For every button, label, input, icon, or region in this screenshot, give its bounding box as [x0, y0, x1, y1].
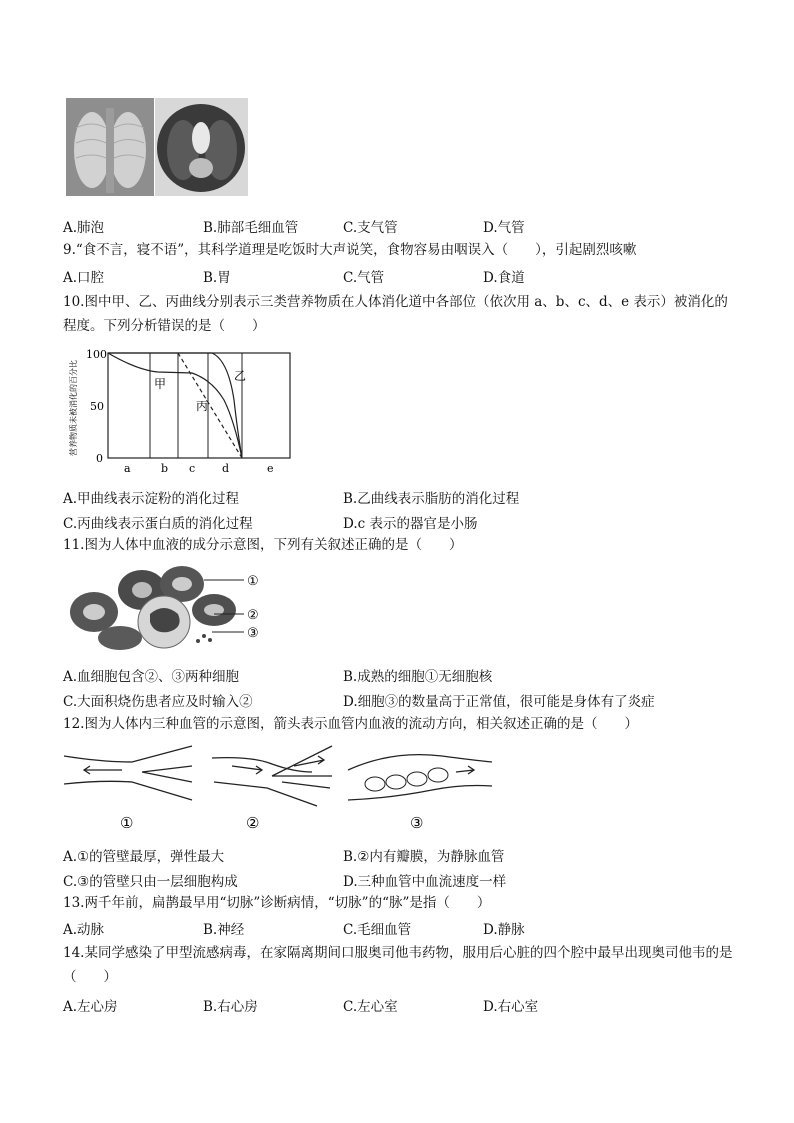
q10-option-a[interactable]: A.甲曲线表示淀粉的消化过程 — [63, 491, 240, 507]
q12-option-a[interactable]: A.①的管壁最厚，弹性最大 — [63, 849, 225, 865]
q12-options-row1 — [63, 845, 743, 865]
red-cell — [428, 768, 448, 782]
label-bing: 丙 — [196, 399, 209, 413]
q10-options-row2 — [63, 512, 743, 532]
xtick-c: c — [189, 462, 196, 475]
q11-option-d[interactable]: D.细胞③的数量高于正常值，很可能是身体有了炎症 — [343, 694, 655, 710]
label-jia: 甲 — [154, 377, 167, 391]
q9-options — [63, 266, 743, 286]
q12-stem: 12.图为人体内三种血管的示意图，箭头表示血管内血液的流动方向，相关叙述正确的是（ ） — [63, 716, 638, 732]
q11-option-c[interactable]: C.大面积烧伤患者应及时输入② — [63, 694, 253, 710]
label-2: ② — [247, 608, 259, 623]
q9-option-c[interactable]: C.气管 — [343, 270, 385, 286]
q13-stem: 13.两千年前，扁鹊最早用“切脉”诊断病情，“切脉”的“脉”是指（ ） — [63, 895, 491, 911]
q8-option-a[interactable]: A.肺泡 — [63, 220, 105, 236]
q11-options-row1 — [63, 665, 743, 685]
vessel-label-3: ③ — [410, 814, 424, 832]
q14-stem: 14.某同学感染了甲型流感病毒，在家隔离期间口服奥司他韦药物，服用后心脏的四个腔中最早出现奥司他韦的是（ ） — [63, 945, 733, 985]
vessel-label-1: ① — [120, 814, 134, 832]
ytick-0: 0 — [96, 452, 103, 465]
q12-option-c[interactable]: C.③的管壁只由一层细胞构成 — [63, 874, 238, 890]
xtick-b: b — [161, 462, 169, 475]
q10-stem: 10.图中甲、乙、丙曲线分别表示三类营养物质在人体消化道中各部位（依次用 a、b、c、d、e 表示）被消化的程度。下列分析错误的是（ ） — [63, 294, 728, 334]
q14-option-a[interactable]: A.左心房 — [63, 999, 118, 1015]
q8-options — [63, 216, 743, 236]
label-yi: 乙 — [234, 369, 247, 383]
q13-options — [63, 918, 743, 938]
label-3: ③ — [247, 626, 259, 641]
q12-option-d[interactable]: D.三种血管中血流速度一样 — [343, 874, 507, 890]
curve-yi — [108, 353, 242, 458]
xtick-d: d — [222, 462, 230, 475]
blood-components-figure — [64, 562, 274, 654]
chart-ylabel: 营养物质未被消化的百分比 — [69, 360, 78, 456]
curve-jia — [108, 353, 242, 458]
q14-option-b[interactable]: B.右心房 — [203, 999, 258, 1015]
chest-ct-image — [155, 98, 248, 196]
q11-option-a[interactable]: A.血细胞包含②、③两种细胞 — [63, 669, 240, 685]
q8-option-c[interactable]: C.支气管 — [343, 220, 398, 236]
blood-vessels-figure — [62, 742, 502, 834]
ytick-50: 50 — [90, 400, 104, 413]
q11-stem: 11.图为人体中血液的成分示意图，下列有关叙述正确的是（ ） — [63, 537, 463, 553]
q10-option-b[interactable]: B.乙曲线表示脂肪的消化过程 — [343, 491, 520, 507]
q13-option-c[interactable]: C.毛细血管 — [343, 922, 412, 938]
q10-option-d[interactable]: D.c 表示的器官是小肠 — [343, 516, 478, 532]
q10-options-row1 — [63, 487, 743, 507]
q13-option-b[interactable]: B.神经 — [203, 922, 245, 938]
digestion-curve-chart — [62, 340, 302, 475]
q8-option-b[interactable]: B.肺部毛细血管 — [203, 220, 299, 236]
q14-option-c[interactable]: C.左心室 — [343, 999, 398, 1015]
vessel-label-2: ② — [246, 814, 260, 832]
q14-options — [63, 995, 743, 1015]
ytick-100: 100 — [86, 348, 107, 361]
q13-option-d[interactable]: D.静脉 — [483, 922, 525, 938]
red-cell — [386, 775, 406, 789]
q11-options-row2 — [63, 690, 743, 710]
q11-option-b[interactable]: B.成熟的细胞①无细胞核 — [343, 669, 493, 685]
q9-option-b[interactable]: B.胃 — [203, 270, 231, 286]
q13-option-a[interactable]: A.动脉 — [63, 922, 105, 938]
q12-options-row2 — [63, 870, 743, 890]
curve-bing — [178, 353, 242, 458]
chest-xray-image — [66, 98, 154, 196]
q9-stem: 9.“食不言，寝不语”，其科学道理是吃饭时大声说笑，食物容易由咽误入（ ），引起剧烈咳嗽 — [63, 242, 637, 258]
q12-option-b[interactable]: B.②内有瓣膜，为静脉血管 — [343, 849, 505, 865]
xtick-a: a — [124, 462, 131, 475]
q9-option-a[interactable]: A.口腔 — [63, 270, 105, 286]
q8-option-d[interactable]: D.气管 — [483, 220, 525, 236]
red-cell — [407, 772, 427, 786]
label-1: ① — [247, 574, 259, 589]
q14-option-d[interactable]: D.右心室 — [483, 999, 539, 1015]
q10-option-c[interactable]: C.丙曲线表示蛋白质的消化过程 — [63, 516, 253, 532]
xtick-e: e — [267, 462, 274, 475]
red-cell — [365, 777, 385, 791]
q9-option-d[interactable]: D.食道 — [483, 270, 525, 286]
